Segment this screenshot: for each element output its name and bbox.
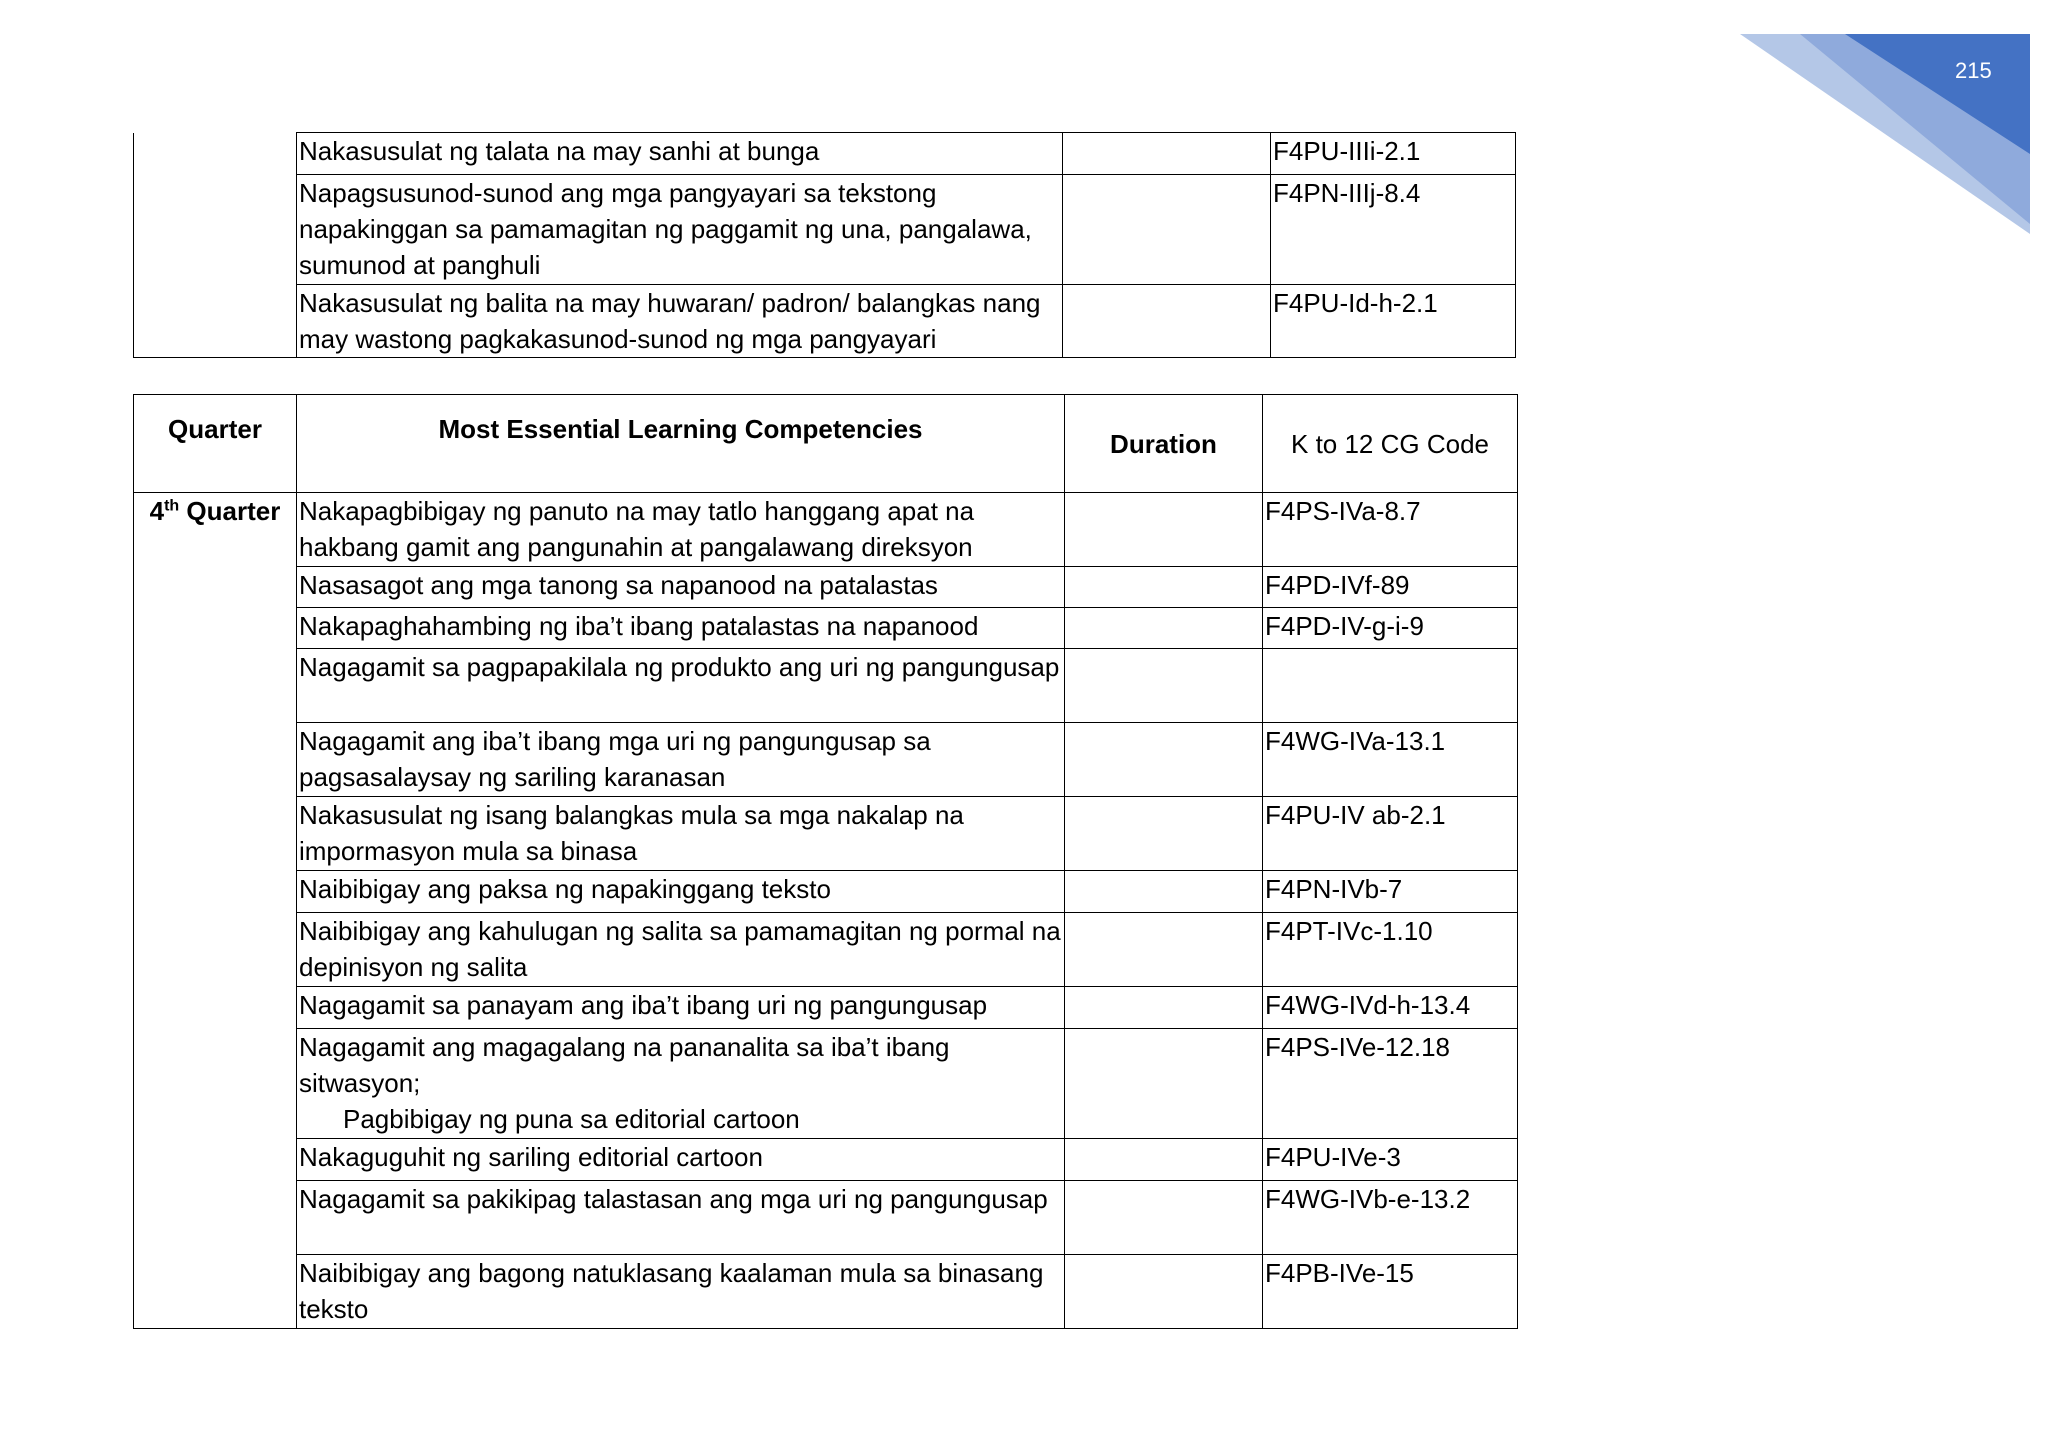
table-row xyxy=(134,493,1518,567)
duration-cell xyxy=(1065,987,1263,1029)
code-cell: F4PU-IIIi-2.1 xyxy=(1271,133,1516,175)
header-quarter: Quarter xyxy=(134,395,297,493)
table-row xyxy=(134,285,1516,358)
competency-cell: Nakasusulat ng talata na may sanhi at bunga xyxy=(297,133,1063,175)
duration-cell xyxy=(1065,608,1263,649)
competency-cell: Nasasagot ang mga tanong sa napanood na patalastas xyxy=(297,567,1065,608)
quarter-cell-blank xyxy=(134,133,297,358)
competency-cell: Nagagamit sa pagpapakilala ng produkto ang uri ng pangungusap xyxy=(297,649,1065,723)
duration-cell xyxy=(1065,493,1263,567)
competency-cell: Naibibigay ang kahulugan ng salita sa pamamagitan ng pormal na depinisyon ng salita xyxy=(297,913,1065,987)
duration-cell xyxy=(1065,797,1263,871)
page-number: 215 xyxy=(1955,58,1992,83)
quarter-cell xyxy=(134,493,297,1329)
table-row xyxy=(134,133,1516,175)
table-row xyxy=(134,1139,1518,1181)
competency-cell: Nakapaghahambing ng iba’t ibang patalastas na napanood xyxy=(297,608,1065,649)
code-cell xyxy=(1263,649,1518,723)
competency-cell: Nakaguguhit ng sariling editorial cartoon xyxy=(297,1139,1065,1181)
competency-cell: Nagagamit sa pakikipag talastasan ang mga uri ng pangungusap xyxy=(297,1181,1065,1255)
header-duration: Duration xyxy=(1065,395,1263,493)
table-row xyxy=(134,1255,1518,1329)
duration-cell xyxy=(1065,567,1263,608)
duration-cell xyxy=(1063,133,1271,175)
table-row xyxy=(134,608,1518,649)
table-row xyxy=(134,723,1518,797)
competency-cell: Naibibigay ang bagong natuklasang kaalaman mula sa binasang teksto xyxy=(297,1255,1065,1329)
code-cell: F4PU-Id-h-2.1 xyxy=(1271,285,1516,358)
code-cell: F4PU-IVe-3 xyxy=(1263,1139,1518,1181)
melc-table xyxy=(133,394,1518,1329)
competency-cell: Nakapagbibigay ng panuto na may tatlo hanggang apat na hakbang gamit ang pangunahin at pangalawang direksyon xyxy=(297,493,1065,567)
code-cell: F4PD-IV-g-i-9 xyxy=(1263,608,1518,649)
duration-cell xyxy=(1065,1029,1263,1139)
competency-text: Nagagamit ang magagalang na pananalita sa iba’t ibang sitwasyon; xyxy=(299,1032,950,1098)
code-cell: F4PU-IV ab-2.1 xyxy=(1263,797,1518,871)
code-cell: F4PS-IVa-8.7 xyxy=(1263,493,1518,567)
duration-cell xyxy=(1065,1139,1263,1181)
code-cell: F4WG-IVd-h-13.4 xyxy=(1263,987,1518,1029)
code-cell: F4PB-IVe-15 xyxy=(1263,1255,1518,1329)
duration-cell xyxy=(1065,1181,1263,1255)
competency-cell: Napagsusunod-sunod ang mga pangyayari sa tekstong napakinggan sa pamamagitan ng paggamit ng una, pangalawa, sumunod at panghuli xyxy=(297,175,1063,285)
competency-cell: Nakasusulat ng isang balangkas mula sa mga nakalap na impormasyon mula sa binasa xyxy=(297,797,1065,871)
duration-cell xyxy=(1063,285,1271,358)
quarter-label: Quarter xyxy=(179,496,281,526)
table-row xyxy=(134,987,1518,1029)
duration-cell xyxy=(1065,913,1263,987)
competency-cell: Naibibigay ang paksa ng napakinggang teksto xyxy=(297,871,1065,913)
table-header-row xyxy=(134,395,1518,493)
header-code: K to 12 CG Code xyxy=(1263,395,1518,493)
code-cell: F4WG-IVa-13.1 xyxy=(1263,723,1518,797)
duration-cell xyxy=(1065,871,1263,913)
duration-cell xyxy=(1063,175,1271,285)
quarter-suffix: th xyxy=(164,497,180,515)
table-row xyxy=(134,649,1518,723)
table-row xyxy=(134,871,1518,913)
table-row xyxy=(134,913,1518,987)
table-row xyxy=(134,1029,1518,1139)
competency-cell xyxy=(297,1029,1065,1139)
competency-cell: Nakasusulat ng balita na may huwaran/ padron/ balangkas nang may wastong pagkakasunod-sunod ng mga pangyayari xyxy=(297,285,1063,358)
table-row xyxy=(134,1181,1518,1255)
code-cell: F4PD-IVf-89 xyxy=(1263,567,1518,608)
duration-cell xyxy=(1065,649,1263,723)
competency-cell: Nagagamit ang iba’t ibang mga uri ng pangungusap sa pagsasalaysay ng sariling karanasan xyxy=(297,723,1065,797)
code-cell: F4PN-IIIj-8.4 xyxy=(1271,175,1516,285)
table-row xyxy=(134,175,1516,285)
table-row xyxy=(134,567,1518,608)
continuation-table xyxy=(133,132,1516,358)
code-cell: F4PT-IVc-1.10 xyxy=(1263,913,1518,987)
duration-cell xyxy=(1065,723,1263,797)
code-cell: F4PN-IVb-7 xyxy=(1263,871,1518,913)
code-cell: F4PS-IVe-12.18 xyxy=(1263,1029,1518,1139)
quarter-number: 4 xyxy=(149,496,165,526)
duration-cell xyxy=(1065,1255,1263,1329)
header-competencies: Most Essential Learning Competencies xyxy=(297,395,1065,493)
code-cell: F4WG-IVb-e-13.2 xyxy=(1263,1181,1518,1255)
table-row xyxy=(134,797,1518,871)
competency-cell: Nagagamit sa panayam ang iba’t ibang uri ng pangungusap xyxy=(297,987,1065,1029)
competency-subitem: Pagbibigay ng puna sa editorial cartoon xyxy=(343,1104,800,1134)
